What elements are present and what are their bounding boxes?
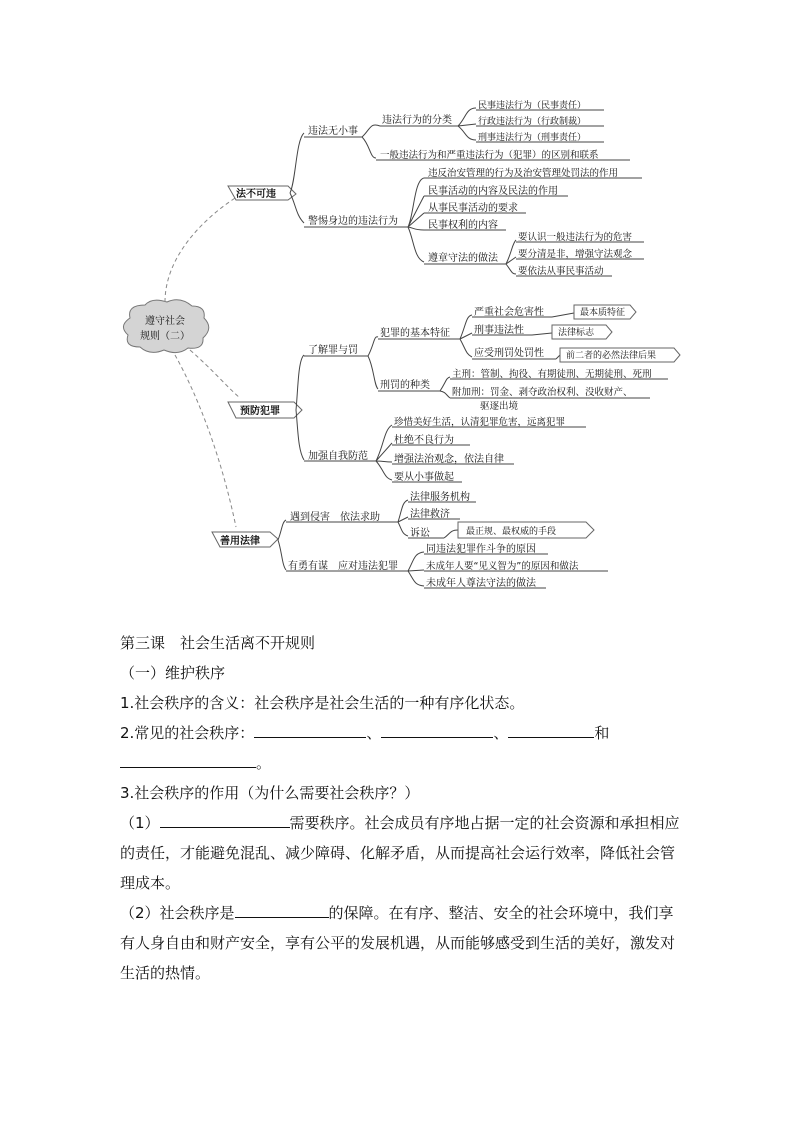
fill-blank[interactable] <box>235 901 329 918</box>
paragraph-role-2 <box>120 898 680 988</box>
conjunction: 和 <box>594 724 610 742</box>
paragraph-role-question: 3.社会秩序的作用（为什么需要社会秩序？） <box>120 784 420 802</box>
period: 。 <box>256 754 272 772</box>
b1-n5-item: 要分清是非，增强守法观念 <box>518 249 633 260</box>
b2-feature: 严重社会危害性 <box>474 307 544 318</box>
b2-add-penalty: 附加刑：罚金、剥夺政治权利、没收财产、 <box>452 387 633 398</box>
b3-sub1-item: 法律救济 <box>410 509 450 520</box>
b2-main-penalty: 主刑：管制、拘役、有期徒刑、无期徒刑、死刑 <box>452 369 652 380</box>
lesson-title: 第三课 社会生活离不开规则 <box>120 634 316 652</box>
b1-n1-item: 民事违法行为（民事责任） <box>478 101 587 111</box>
b2-sub1-label: 了解罪与罚 <box>308 345 358 356</box>
b1-n1: 违法行为的分类 <box>382 115 452 126</box>
b1-n5-item: 要依法从事民事活动 <box>518 266 604 277</box>
fill-blank[interactable] <box>120 751 256 768</box>
b2-feature-note: 法律标志 <box>558 328 595 338</box>
b1-sub2-item: 民事活动的内容及民法的作用 <box>428 186 558 197</box>
b2-sub2-item: 珍惜美好生活，认清犯罪危害，远离犯罪 <box>394 417 566 428</box>
paragraph-common-orders <box>120 718 680 748</box>
b1-n5: 遵章守法的做法 <box>428 253 498 264</box>
b2-sub2-label: 加强自我防范 <box>308 451 368 462</box>
role-1-prefix: （1） <box>120 814 160 832</box>
root-label-line1: 遵守社会 <box>145 316 185 327</box>
b3-sub2-item: 未成年人要“见义智为”的原因和做法 <box>426 561 579 572</box>
connector-root-b3 <box>175 355 236 527</box>
b2-feature-note: 最本质特征 <box>580 308 626 318</box>
fill-blank[interactable] <box>160 811 290 828</box>
b3-sub2-label: 有勇有谋 应对违法犯罪 <box>288 561 398 572</box>
separator: 、 <box>493 724 509 742</box>
paragraph-role-1 <box>120 808 680 898</box>
b1-sub2-item: 从事民事活动的要求 <box>428 203 518 214</box>
lesson-text <box>120 628 680 988</box>
b1-sub2-item: 违反治安管理的行为及治安管理处罚法的作用 <box>428 168 619 179</box>
b2-sub2-item: 要从小事做起 <box>394 472 454 483</box>
b2-feature: 应受刑罚处罚性 <box>474 348 544 359</box>
b2-feature-note: 前二者的必然法律后果 <box>566 351 657 361</box>
b3-sub1-item: 法律服务机构 <box>410 492 470 503</box>
common-orders-prefix: 2.常见的社会秩序： <box>120 724 255 742</box>
b3-sub1-label: 遇到侵害 依法求助 <box>290 512 380 523</box>
b2-n2: 刑罚的种类 <box>380 380 430 391</box>
separator: 、 <box>366 724 382 742</box>
branch1-title: 法不可违 <box>236 189 276 200</box>
b2-sub2-item: 增强法治观念，依法自律 <box>394 454 504 465</box>
b3-sub1-item: 诉讼 <box>410 528 430 539</box>
b1-n5-item: 要认识一般违法行为的危害 <box>518 232 633 243</box>
b1-n1-item: 行政违法行为（行政制裁） <box>478 117 587 127</box>
b2-feature: 刑事违法性 <box>474 325 524 336</box>
b2-n1: 犯罪的基本特征 <box>380 328 450 339</box>
paragraph-definition: 1.社会秩序的含义：社会秩序是社会生活的一种有序化状态。 <box>120 694 525 712</box>
section-heading: （一）维护秩序 <box>120 664 226 682</box>
b2-add-penalty-cont: 驱逐出境 <box>480 401 519 412</box>
root-label-line2: 规则（二） <box>140 331 190 342</box>
b1-n2: 一般违法行为和严重违法行为（犯罪）的区别和联系 <box>380 150 599 161</box>
fill-blank[interactable] <box>508 721 594 738</box>
branch3-title: 善用法律 <box>220 536 260 547</box>
b3-note: 最正规、最权威的手段 <box>466 527 557 537</box>
connector-root-b2 <box>190 350 240 398</box>
fill-blank[interactable] <box>254 721 366 738</box>
b1-n1-item: 刑事违法行为（刑事责任） <box>478 133 587 143</box>
b3-sub2-item: 未成年人尊法守法的做法 <box>426 578 536 589</box>
role-2-prefix: （2）社会秩序是 <box>120 904 235 922</box>
branch2-title: 预防犯罪 <box>240 406 280 417</box>
connector-root-b1 <box>165 195 240 302</box>
b2-sub2-item: 杜绝不良行为 <box>394 435 454 446</box>
role-1-text: 需要秩序。社会成员有序地占据一定的社会资源和承担相应的责任，才能避免混乱、减少障碍、化解矛盾，从而提高社会运行效率，降低社会管理成本。 <box>120 814 680 892</box>
fill-blank[interactable] <box>381 721 493 738</box>
role-2-text: 的保障。在有序、整洁、安全的社会环境中，我们享有人身自由和财产安全，享有公平的发展机遇，从而能够感受到生活的美好，激发对生活的热情。 <box>120 904 676 982</box>
b1-sub1-label: 违法无小事 <box>308 126 358 137</box>
b3-sub2-item: 同违法犯罪作斗争的原因 <box>426 544 536 555</box>
paragraph-common-orders-cont <box>120 748 680 778</box>
b1-sub2-item: 民事权利的内容 <box>428 220 498 231</box>
b1-sub2-label: 警惕身边的违法行为 <box>308 216 398 227</box>
